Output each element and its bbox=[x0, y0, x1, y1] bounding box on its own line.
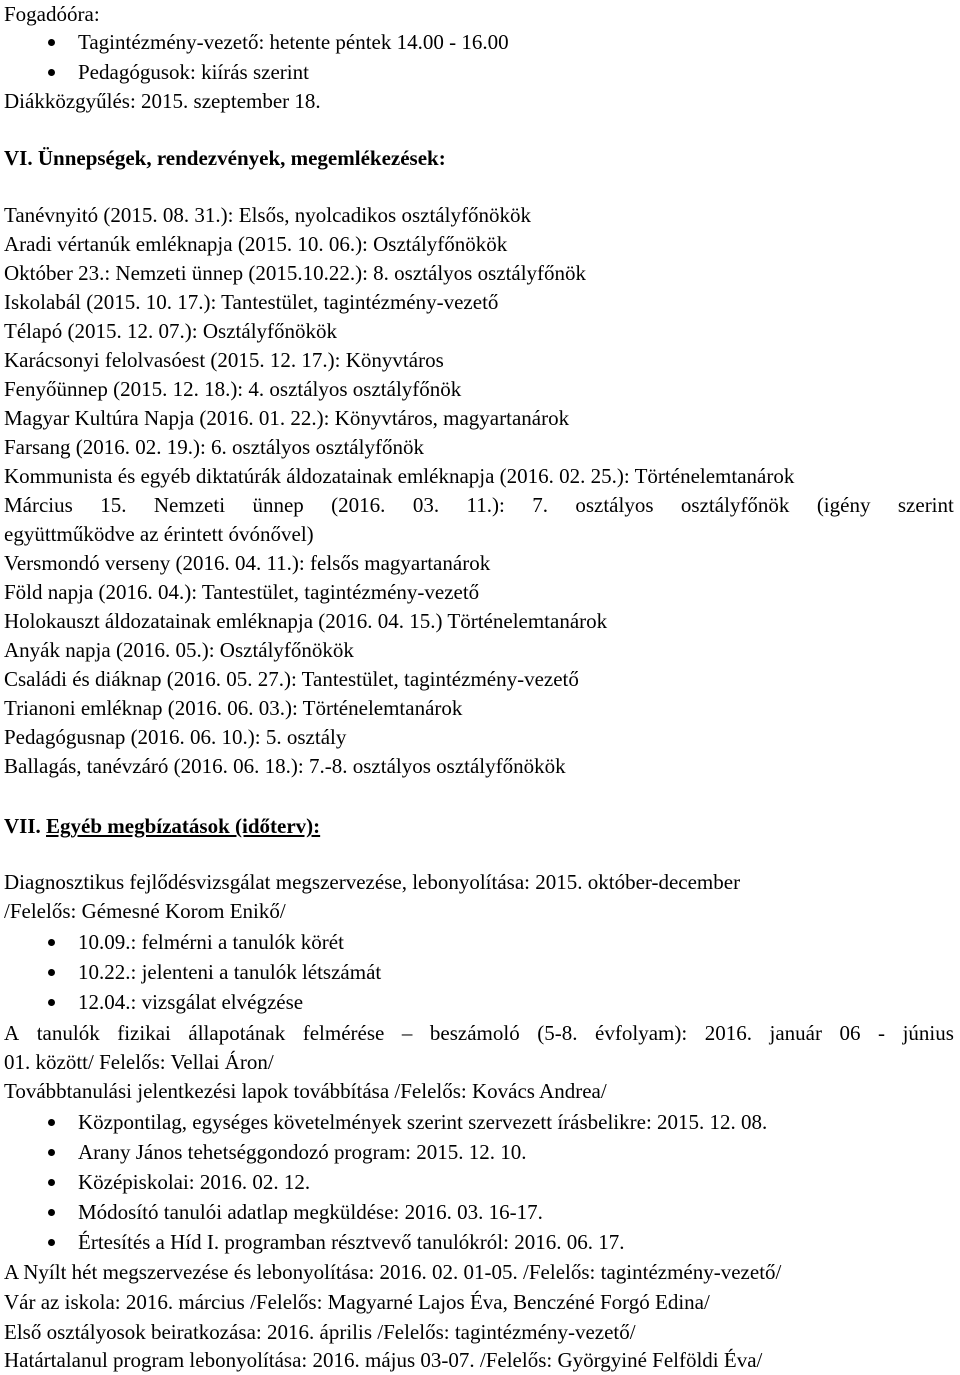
section-7-heading bbox=[4, 812, 320, 841]
fizikai-continuation: 01. között/ Felelős: Vellai Áron/ bbox=[4, 1050, 274, 1074]
tovabbtanulasi-line: Továbbtanulási jelentkezési lapok továbbítása /Felelős: Kovács Andrea/ bbox=[4, 1079, 607, 1103]
word: osztályfőnök bbox=[680, 493, 790, 517]
bullet-icon bbox=[48, 69, 55, 76]
event-item: Versmondó verseny (2016. 04. 11.): felsős magyartanárok bbox=[4, 551, 491, 575]
diag-item: 10.09.: felmérni a tanulók körét bbox=[78, 930, 344, 954]
word: fizikai bbox=[117, 1021, 171, 1045]
word: szerint bbox=[897, 493, 954, 517]
word: (igény bbox=[816, 493, 871, 517]
word: (2016. bbox=[331, 493, 386, 517]
event-item: Családi és diáknap (2016. 05. 27.): Tantestület, tagintézmény-vezető bbox=[4, 667, 579, 691]
event-item: Ballagás, tanévzáró (2016. 06. 18.): 7.-8. osztályos osztályfőnökök bbox=[4, 754, 566, 778]
bullet-icon bbox=[48, 1209, 55, 1216]
word: január bbox=[769, 1021, 822, 1045]
event-item: Anyák napja (2016. 05.): Osztályfőnökök bbox=[4, 638, 354, 662]
event-item: Holokauszt áldozatainak emléknapja (2016. 04. 15.) Történelemtanárok bbox=[4, 609, 608, 633]
word: 11.): bbox=[466, 493, 505, 517]
event-item: Magyar Kultúra Napja (2016. 01. 22.): Könyvtáros, magyartanárok bbox=[4, 406, 570, 430]
event-item: Október 23.: Nemzeti ünnep (2015.10.22.): 8. osztályos osztályfőnök bbox=[4, 261, 587, 285]
diakkozgyules: Diákközgyűlés: 2015. szeptember 18. bbox=[4, 89, 321, 113]
event-item: Aradi vértanúk emléknapja (2015. 10. 06.): Osztályfőnökök bbox=[4, 232, 508, 256]
section-7-title: Egyéb megbízatások (időterv): bbox=[46, 814, 321, 838]
tail-line: Első osztályosok beiratkozása: 2016. április /Felelős: tagintézmény-vezető/ bbox=[4, 1320, 636, 1344]
word: – bbox=[401, 1021, 413, 1045]
diag-line: Diagnosztikus fejlődésvizsgálat megszervezése, lebonyolítása: 2015. október-december bbox=[4, 870, 741, 894]
word: 2016. bbox=[704, 1021, 752, 1045]
tovabb-item: Módosító tanulói adatlap megküldése: 2016. 03. 16-17. bbox=[78, 1200, 543, 1224]
word: - bbox=[878, 1021, 886, 1045]
word: felmérése bbox=[302, 1021, 385, 1045]
tail-line: A Nyílt hét megszervezése és lebonyolítása: 2016. 02. 01-05. /Felelős: tagintézmény-vezető/ bbox=[4, 1260, 782, 1284]
word: június bbox=[902, 1021, 954, 1045]
word: Március bbox=[4, 493, 73, 517]
event-item-marcius bbox=[4, 491, 954, 520]
word: évfolyam): bbox=[595, 1021, 688, 1045]
tovabb-item: Arany János tehetséggondozó program: 2015. 12. 10. bbox=[78, 1140, 527, 1164]
word: 7. bbox=[532, 493, 548, 517]
event-item-continuation: együttműködve az érintett óvónővel) bbox=[4, 522, 314, 546]
word: ünnep bbox=[252, 493, 304, 517]
bullet-icon bbox=[48, 939, 55, 946]
word: 06 bbox=[839, 1021, 861, 1045]
bullet-icon bbox=[48, 1179, 55, 1186]
word: osztályos bbox=[575, 493, 654, 517]
event-item: Fenyőünnep (2015. 12. 18.): 4. osztályos osztályfőnök bbox=[4, 377, 462, 401]
word: Nemzeti bbox=[153, 493, 226, 517]
word: 03. bbox=[412, 493, 440, 517]
tovabb-item: Központilag, egységes követelmények szerint szervezett írásbelikre: 2015. 12. 08. bbox=[78, 1110, 768, 1134]
event-item: Föld napja (2016. 04.): Tantestület, tagintézmény-vezető bbox=[4, 580, 480, 604]
diag-item: 10.22.: jelenteni a tanulók létszámát bbox=[78, 960, 382, 984]
word: tanulók bbox=[36, 1021, 100, 1045]
fizikai-line bbox=[4, 1019, 954, 1048]
tail-line: Vár az iskola: 2016. március /Felelős: Magyarné Lajos Éva, Benczéné Forgó Edina/ bbox=[4, 1290, 710, 1314]
event-item: Kommunista és egyéb diktatúrák áldozatainak emléknapja (2016. 02. 25.): Történelemtanárok bbox=[4, 464, 795, 488]
bullet-icon bbox=[48, 969, 55, 976]
word: beszámoló bbox=[429, 1021, 520, 1045]
event-item: Tanévnyitó (2015. 08. 31.): Elsős, nyolcadikos osztályfőnökök bbox=[4, 203, 531, 227]
fogadoora-item: Tagintézmény-vezető: hetente péntek 14.00 - 16.00 bbox=[78, 30, 509, 54]
event-item: Farsang (2016. 02. 19.): 6. osztályos osztályfőnök bbox=[4, 435, 424, 459]
event-item: Karácsonyi felolvasóest (2015. 12. 17.): Könyvtáros bbox=[4, 348, 444, 372]
section-6-number: VI. bbox=[4, 146, 33, 170]
bullet-icon bbox=[48, 1149, 55, 1156]
word: állapotának bbox=[188, 1021, 286, 1045]
word: A bbox=[4, 1021, 20, 1045]
event-item: Trianoni emléknap (2016. 06. 03.): Történelemtanárok bbox=[4, 696, 463, 720]
diag-item: 12.04.: vizsgálat elvégzése bbox=[78, 990, 304, 1014]
fogadoora-title: Fogadóóra: bbox=[4, 2, 100, 26]
bullet-icon bbox=[48, 1119, 55, 1126]
diag-responsible: /Felelős: Gémesné Korom Enikő/ bbox=[4, 899, 286, 923]
section-6-heading bbox=[4, 144, 446, 173]
bullet-icon bbox=[48, 999, 55, 1006]
event-item: Télapó (2015. 12. 07.): Osztályfőnökök bbox=[4, 319, 338, 343]
bullet-icon bbox=[48, 1239, 55, 1246]
event-item: Pedagógusnap (2016. 06. 10.): 5. osztály bbox=[4, 725, 347, 749]
bullet-icon bbox=[48, 39, 55, 46]
tail-line: Határtalanul program lebonyolítása: 2016. május 03-07. /Felelős: Györgyiné Felföldi Éva/ bbox=[4, 1348, 763, 1372]
word: 15. bbox=[100, 493, 127, 517]
section-6-title: Ünnepségek, rendezvények, megemlékezések: bbox=[37, 146, 446, 170]
fogadoora-item: Pedagógusok: kiírás szerint bbox=[78, 60, 309, 84]
word: (5-8. bbox=[537, 1021, 578, 1045]
tovabb-item: Értesítés a Híd I. programban résztvevő tanulókról: 2016. 06. 17. bbox=[78, 1230, 625, 1254]
tovabb-item: Középiskolai: 2016. 02. 12. bbox=[78, 1170, 311, 1194]
section-7-number: VII. bbox=[4, 814, 41, 838]
event-item: Iskolabál (2015. 10. 17.): Tantestület, tagintézmény-vezető bbox=[4, 290, 499, 314]
